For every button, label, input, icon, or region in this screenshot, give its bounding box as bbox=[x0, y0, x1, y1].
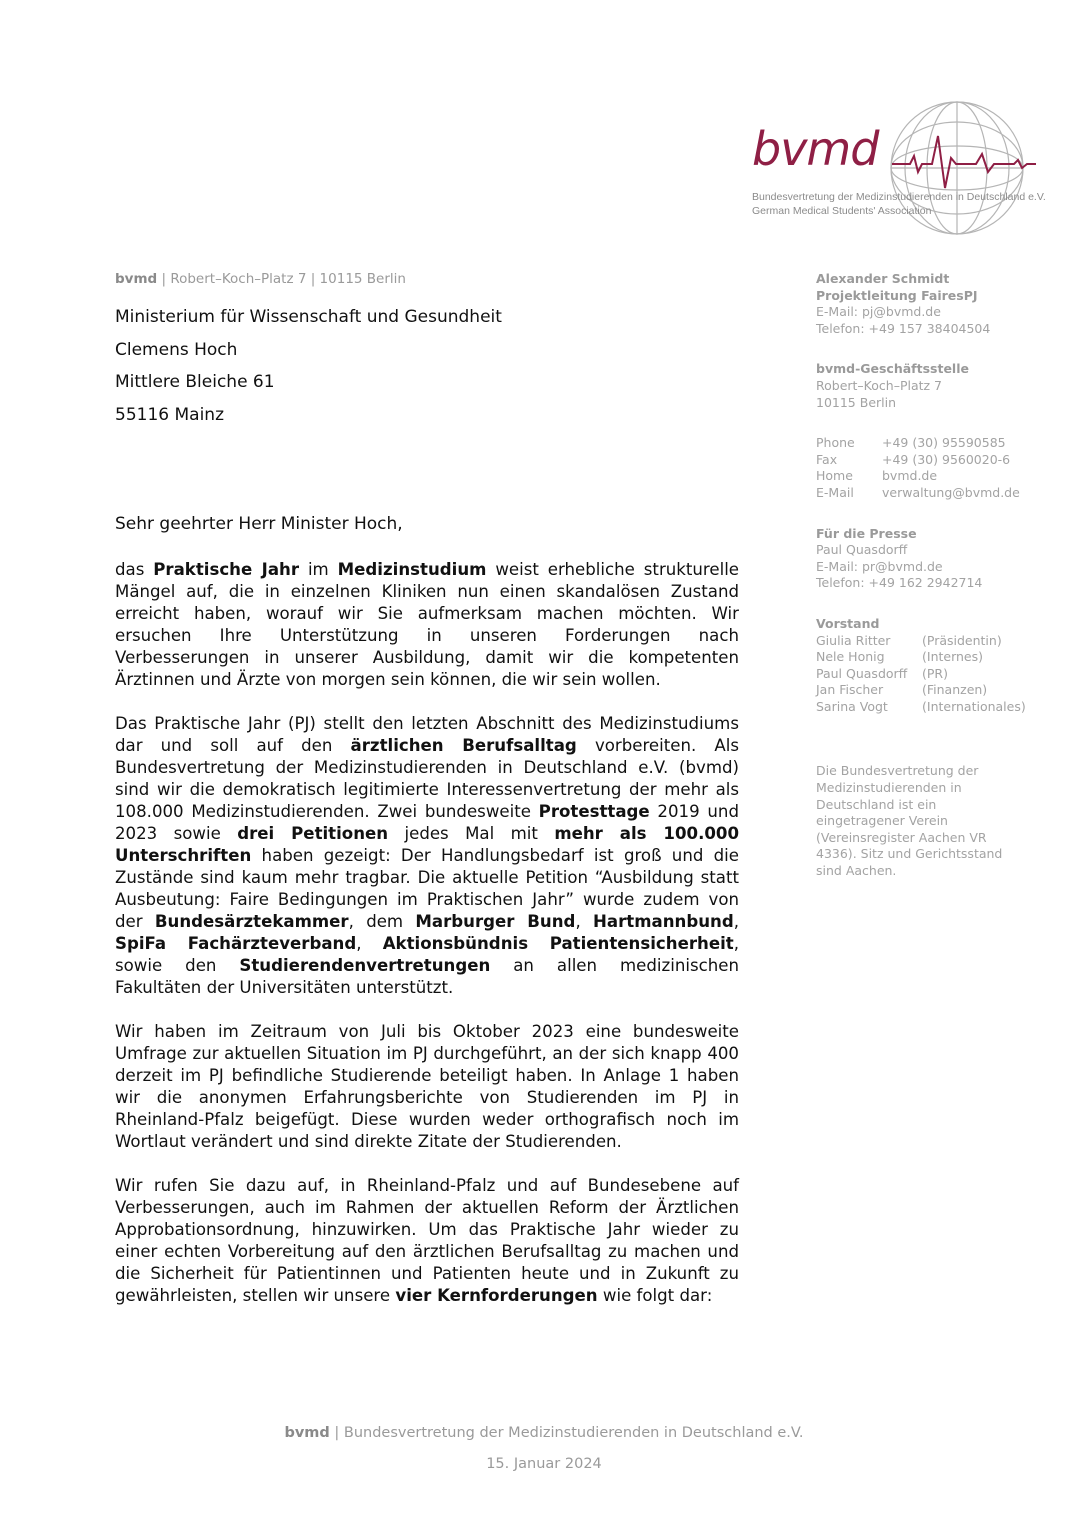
member-name: Paul Quasdorff bbox=[816, 665, 908, 681]
office-title: bvmd-Geschäftsstelle bbox=[816, 361, 969, 377]
emphasis-text: Bundesärztekammer bbox=[154, 912, 349, 931]
emphasis-text: drei Petitionen bbox=[237, 824, 389, 843]
press-title: Für die Presse bbox=[816, 525, 917, 541]
contact-label: Home bbox=[816, 468, 853, 484]
body-text: Das Praktische Jahr (PJ) stellt den letzten Abschnitt des Medizinstudiums dar und soll auf den bbox=[115, 714, 739, 755]
body-text: , dem bbox=[348, 912, 416, 931]
contact-label: E-Mail bbox=[816, 484, 854, 500]
contact-label: Fax bbox=[816, 451, 838, 467]
contact-block bbox=[816, 271, 1056, 337]
board-member bbox=[816, 666, 1056, 683]
contact-name: Alexander Schmidt bbox=[816, 271, 950, 286]
body-text: 2019 und 2023 sowie bbox=[115, 802, 739, 843]
salutation: Sehr geehrter Herr Minister Hoch, bbox=[115, 514, 403, 534]
logo-subtitle-de: Bundesvertretung der Medizinstudierenden in Deutschland e.V. bbox=[752, 191, 1046, 203]
contact-row bbox=[816, 485, 1056, 502]
footer-org-line bbox=[0, 1425, 1088, 1441]
body-text: vorbereiten. Als Bundesvertretung der Medizinstudierenden in Deutschland e.V. (bvmd) sind wir die demokratisch legitimierte Interessenvertretung der mehr als 108.000 Medizinstudierenden. Zwei bundesweite bbox=[115, 736, 739, 821]
body-text: , bbox=[356, 934, 383, 953]
website-link[interactable]: bvmd.de bbox=[882, 468, 938, 484]
contact-value: +49 (30) 95590585 bbox=[882, 435, 1006, 451]
body-text: , bbox=[575, 912, 594, 931]
office-block bbox=[816, 361, 1056, 411]
contact-value: +49 (30) 9560020-6 bbox=[882, 451, 1011, 467]
body-paragraph bbox=[115, 713, 739, 999]
footer-date: 15. Januar 2024 bbox=[486, 1456, 602, 1472]
board-member bbox=[816, 633, 1056, 650]
office-street: Robert–Koch–Platz 7 bbox=[816, 377, 943, 393]
body-text: weist erhebliche strukturelle Mängel auf, die in einzelnen Kliniken nun einen skandalösen Zustand erreicht haben, worauf wir Sie aufmerksam machen möchten. Wir ersuchen Ihre Unterstützung in unseren Forderungen nach Verbesserungen in unserer Ausbildung, damit wir die kompetenten Ärztinnen und Ärzte von morgen sein können, die wir sein wollen. bbox=[115, 560, 740, 689]
board-title: Vorstand bbox=[816, 615, 880, 631]
emphasis-text: Aktionsbündnis Patientensicherheit bbox=[382, 934, 734, 953]
contact-phone: Telefon: +49 157 38404504 bbox=[816, 320, 991, 336]
recipient-line: Mittlere Bleiche 61 bbox=[115, 372, 275, 393]
board-member bbox=[816, 699, 1056, 716]
member-role: (PR) bbox=[922, 665, 948, 681]
body-text: , sowie den bbox=[115, 934, 739, 975]
member-name: Nele Honig bbox=[816, 649, 885, 665]
footer-text: | Bundesvertretung der Medizinstudierenden in Deutschland e.V. bbox=[329, 1425, 804, 1441]
member-role: (Internes) bbox=[922, 649, 983, 665]
contact-role: Projektleitung FairesPJ bbox=[816, 287, 978, 303]
body-paragraph bbox=[115, 1021, 739, 1153]
press-name: Paul Quasdorff bbox=[816, 542, 908, 558]
emphasis-text: Hartmannbund bbox=[593, 912, 734, 931]
board-block bbox=[816, 616, 1056, 716]
logo-subtitle-en: German Medical Students' Association bbox=[752, 205, 932, 217]
contact-row bbox=[816, 468, 1056, 485]
body-text: , bbox=[733, 912, 740, 931]
recipient-line: 55116 Mainz bbox=[115, 405, 224, 426]
contact-row bbox=[816, 435, 1056, 452]
logo-wordmark: bvmd bbox=[752, 122, 879, 176]
board-member bbox=[816, 682, 1056, 699]
emphasis-text: Praktische Jahr bbox=[153, 560, 300, 579]
body-text: an allen medizinischen Fakultäten der Universitäten unterstützt. bbox=[115, 956, 739, 997]
emphasis-text: Medizinstudium bbox=[337, 560, 487, 579]
body-paragraph bbox=[115, 1175, 739, 1307]
sender-line bbox=[115, 271, 406, 287]
emphasis-text: ärztlichen Berufsalltag bbox=[350, 736, 577, 755]
member-role: (Finanzen) bbox=[922, 682, 988, 698]
member-name: Jan Fischer bbox=[816, 682, 884, 698]
recipient-line: Clemens Hoch bbox=[115, 339, 238, 360]
member-role: (Internationales) bbox=[922, 698, 1026, 714]
contact-label: Phone bbox=[816, 435, 855, 451]
body-text: im bbox=[299, 560, 338, 579]
sender-org: bvmd bbox=[115, 271, 158, 287]
body-paragraph bbox=[115, 559, 739, 691]
body-text: das bbox=[115, 560, 154, 579]
office-contacts bbox=[816, 435, 1056, 501]
email-link[interactable]: verwaltung@bvmd.de bbox=[882, 484, 1020, 500]
emphasis-text: Protesttage bbox=[538, 802, 650, 821]
press-phone: Telefon: +49 162 2942714 bbox=[816, 575, 983, 591]
member-name: Giulia Ritter bbox=[816, 632, 891, 648]
emphasis-text: Studierendenvertretungen bbox=[239, 956, 491, 975]
bvmd-logo bbox=[742, 96, 1046, 240]
contact-email[interactable]: E-Mail: pj@bvmd.de bbox=[816, 304, 941, 320]
press-block bbox=[816, 526, 1056, 592]
press-email[interactable]: E-Mail: pr@bvmd.de bbox=[816, 558, 943, 574]
member-name: Sarina Vogt bbox=[816, 698, 888, 714]
body-text: wie folgt dar: bbox=[597, 1286, 713, 1305]
emphasis-text: mehr als 100.000 Unterschriften bbox=[115, 824, 740, 865]
association-note: Die Bundesvertretung der Medizinstudierenden in Deutschland ist ein eingetragener Verein (Vereinsregister Aachen VR 4336). Sitz und Gerichtsstand sind Aachen. bbox=[816, 763, 1003, 879]
emphasis-text: SpiFa Fachärzteverband bbox=[115, 934, 357, 953]
emphasis-text: vier Kernforderungen bbox=[395, 1286, 598, 1305]
body-text: Wir haben im Zeitraum von Juli bis Oktober 2023 eine bundesweite Umfrage zur aktuellen Situation im PJ durchgeführt, an der sich knapp 400 derzeit im PJ befindliche Studierende beteiligt haben. In Anlage 1 haben wir die anonymen Erfahrungsberichte von Studierenden im PJ in Rheinland-Pfalz beigefügt. Diese wurden weder orthografisch noch im Wortlaut verändert und sind direkte Zitate der Studierenden. bbox=[115, 1022, 739, 1151]
office-city: 10115 Berlin bbox=[816, 394, 897, 410]
sender-address: | Robert–Koch–Platz 7 | 10115 Berlin bbox=[157, 271, 406, 287]
body-text: jedes Mal mit bbox=[388, 824, 555, 843]
letterhead-sidebar bbox=[816, 271, 1056, 880]
footer-org: bvmd bbox=[284, 1425, 330, 1441]
emphasis-text: Marburger Bund bbox=[415, 912, 576, 931]
body-text: Wir rufen Sie dazu auf, in Rheinland-Pfalz und auf Bundesebene auf Verbesserungen, auch im Rahmen der aktuellen Reform der Ärztlichen Approbationsordnung, hinzuwirken. Um das Praktische Jahr wieder zu einer echten Vorbereitung auf den ärztlichen Berufsalltag zu machen und die Sicherheit für Patientinnen und Patienten heute und in Zukunft zu gewährleisten, stellen wir unsere bbox=[115, 1176, 739, 1305]
recipient-line: Ministerium für Wissenschaft und Gesundheit bbox=[115, 307, 502, 327]
contact-row bbox=[816, 452, 1056, 469]
body-text: haben gezeigt: Der Handlungsbedarf ist groß und die Zustände sind kaum mehr tragbar. Die aktuelle Petition “Ausbildung statt Ausbeutung: Faire Bedingungen im Praktischen Jahr” wurde zudem von der bbox=[115, 846, 739, 931]
board-member bbox=[816, 649, 1056, 666]
member-role: (Präsidentin) bbox=[922, 632, 1002, 648]
recipient-address bbox=[115, 301, 502, 432]
